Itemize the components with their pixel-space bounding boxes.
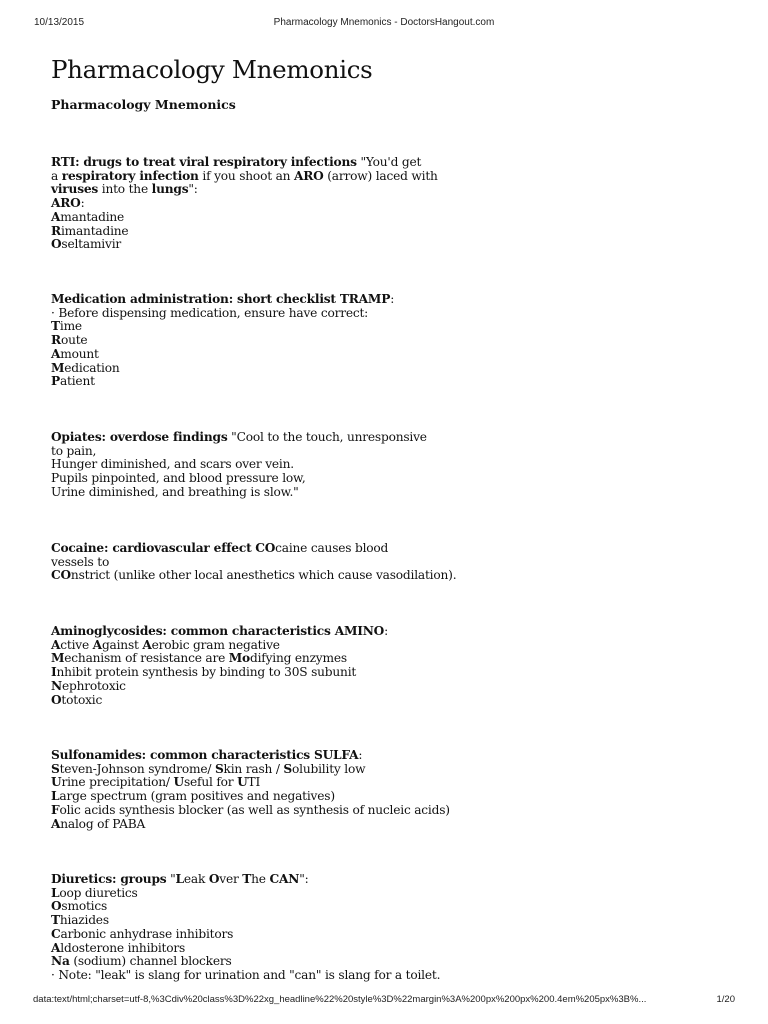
- text-run: rine precipitation/: [61, 775, 174, 790]
- bold-text: CO: [255, 541, 276, 555]
- text-run: echanism of resistance are: [64, 651, 229, 666]
- bold-text: Sulfonamides: common characteristics SULFA: [51, 748, 359, 762]
- mnemonic-line: [51, 900, 491, 914]
- mnemonic-line: [51, 445, 491, 459]
- text-run: seful for: [183, 775, 238, 790]
- text-run: Pupils pinpointed, and blood pressure low,: [51, 471, 306, 486]
- bold-text: CAN: [269, 872, 300, 886]
- bold-text: A: [51, 816, 61, 831]
- bold-text: M: [51, 360, 65, 375]
- bold-text: Aminoglycosides: common characteristics AMINO: [51, 624, 385, 638]
- mnemonic-line: [51, 818, 491, 832]
- text-run: he: [251, 872, 270, 886]
- print-page-title: Pharmacology Mnemonics - DoctorsHangout.com: [273, 17, 495, 28]
- bold-text: O: [51, 692, 62, 707]
- text-run: :: [384, 624, 389, 638]
- bold-text: A: [51, 940, 61, 955]
- text-run: ephrotoxic: [61, 678, 126, 693]
- mnemonic-section-amino: [51, 625, 491, 707]
- mnemonic-line: [51, 639, 491, 653]
- mnemonic-line: [51, 183, 491, 197]
- mnemonic-line: [51, 942, 491, 956]
- bold-text: Diuretics: groups: [51, 872, 167, 886]
- mnemonic-line: [51, 307, 491, 321]
- text-run: if you shoot an: [198, 168, 294, 183]
- bold-text: U: [237, 775, 248, 790]
- text-run: Hunger diminished, and scars over vein.: [51, 457, 294, 472]
- mnemonic-line: [51, 238, 491, 252]
- mnemonic-line: [51, 348, 491, 362]
- text-run: edication: [64, 360, 120, 375]
- mnemonic-line: [51, 542, 491, 556]
- bold-text: lungs: [151, 182, 189, 197]
- bold-text: A: [142, 637, 152, 652]
- mnemonic-line: [51, 969, 491, 983]
- bold-text: O: [51, 899, 62, 914]
- mnemonic-section-tramp: [51, 293, 491, 389]
- bold-text: ARO: [293, 168, 324, 183]
- mnemonic-line: [51, 334, 491, 348]
- text-run: (arrow) laced with: [323, 168, 438, 183]
- text-run: totoxic: [61, 692, 103, 707]
- bold-text: Medication administration: short checklist TRAMP: [51, 292, 391, 306]
- bold-text: U: [173, 775, 184, 790]
- bold-text: R: [51, 223, 61, 238]
- mnemonic-line: [51, 694, 491, 708]
- mnemonic-line: [51, 472, 491, 486]
- text-run: into the: [98, 182, 152, 197]
- text-run: ":: [188, 182, 198, 197]
- mnemonic-section-rti: [51, 156, 491, 252]
- bold-text: U: [51, 775, 62, 790]
- bold-text: T: [242, 872, 252, 886]
- text-run: "You'd get: [356, 155, 422, 169]
- text-run: · Before dispensing medication, ensure have correct:: [51, 305, 369, 320]
- mnemonic-line: [51, 211, 491, 225]
- text-run: nhibit protein synthesis by binding to 30S subunit: [56, 665, 357, 680]
- text-run: atient: [59, 374, 95, 389]
- text-run: mantadine: [60, 209, 125, 224]
- page-number: 1/20: [716, 994, 735, 1005]
- text-run: erobic gram negative: [151, 637, 280, 652]
- text-run: Urine diminished, and breathing is slow.": [51, 484, 299, 499]
- mnemonic-line: [51, 293, 491, 307]
- text-run: difying enzymes: [250, 651, 347, 666]
- mnemonic-line: [51, 569, 491, 583]
- text-run: :: [390, 292, 395, 306]
- mnemonic-line: [51, 431, 491, 445]
- mnemonic-line: [51, 197, 491, 211]
- page-title: Pharmacology Mnemonics: [51, 55, 373, 84]
- bold-text: T: [51, 319, 60, 334]
- text-run: TI: [247, 775, 261, 790]
- text-run: olic acids synthesis blocker (as well as synthesis of nucleic acids): [59, 802, 450, 817]
- text-run: caine causes blood: [275, 541, 389, 555]
- text-run: · Note: "leak" is slang for urination and "can" is slang for a toilet.: [51, 967, 441, 982]
- mnemonic-line: [51, 156, 491, 170]
- bold-text: respiratory infection: [61, 168, 199, 183]
- text-run: ldosterone inhibitors: [60, 940, 186, 955]
- bold-text: T: [51, 913, 60, 928]
- bold-text: P: [51, 374, 60, 389]
- text-run: (sodium) channel blockers: [69, 954, 232, 969]
- bold-text: R: [51, 333, 61, 348]
- mnemonic-line: [51, 790, 491, 804]
- mnemonic-line: [51, 804, 491, 818]
- print-footer: [0, 994, 768, 1008]
- bold-text: C: [51, 926, 61, 941]
- mnemonic-line: [51, 680, 491, 694]
- bold-text: S: [51, 761, 60, 776]
- bold-text: O: [51, 237, 62, 252]
- mnemonic-line: [51, 666, 491, 680]
- text-run: olubility low: [292, 761, 366, 776]
- bold-text: S: [214, 761, 224, 776]
- mnemonic-line: [51, 458, 491, 472]
- print-header: [0, 17, 768, 31]
- text-run: "Cool to the touch, unresponsive: [227, 430, 427, 444]
- print-url: data:text/html;charset=utf-8,%3Cdiv%20class%3D%22xg_headline%22%20style%3D%22margin%3A%200px%200px%200.4em%205px%3B%...: [33, 994, 647, 1005]
- bold-text: M: [51, 651, 65, 666]
- mnemonic-line: [51, 749, 491, 763]
- mnemonic-section-sulfa: [51, 749, 491, 831]
- bold-text: ARO: [51, 196, 81, 211]
- mnemonic-section-cocaine: [51, 542, 491, 583]
- text-run: vessels to: [51, 554, 110, 569]
- mnemonic-section-diuretics: [51, 873, 491, 983]
- text-run: :: [80, 196, 85, 211]
- text-run: :: [358, 748, 363, 762]
- bold-text: N: [51, 678, 62, 693]
- mnemonic-line: [51, 170, 491, 184]
- text-run: hiazides: [59, 913, 109, 928]
- bold-text: F: [51, 802, 60, 817]
- bold-text: viruses: [51, 182, 99, 197]
- text-run: arbonic anhydrase inhibitors: [60, 926, 234, 941]
- mnemonic-line: [51, 375, 491, 389]
- mnemonic-line: [51, 320, 491, 334]
- bold-text: L: [51, 885, 60, 900]
- mnemonic-line: [51, 776, 491, 790]
- text-run: gainst: [101, 637, 143, 652]
- bold-text: A: [51, 209, 61, 224]
- mnemonic-line: [51, 873, 491, 887]
- bold-text: O: [208, 872, 220, 886]
- text-run: kin rash /: [223, 761, 284, 776]
- text-run: oop diuretics: [59, 885, 138, 900]
- bold-text: RTI: drugs to treat viral respiratory infections: [51, 155, 357, 169]
- mnemonic-line: [51, 625, 491, 639]
- text-run: teven-Johnson syndrome/: [59, 761, 215, 776]
- text-run: oute: [60, 333, 88, 348]
- bold-text: L: [175, 872, 184, 886]
- text-run: ":: [299, 872, 309, 886]
- text-run: ver: [219, 872, 243, 886]
- bold-text: A: [51, 637, 61, 652]
- mnemonic-line: [51, 887, 491, 901]
- bold-text: CO: [51, 568, 71, 583]
- text-run: ctive: [60, 637, 93, 652]
- print-date: 10/13/2015: [34, 17, 85, 28]
- bold-text: Cocaine: cardiovascular effect: [51, 541, 252, 555]
- mnemonic-line: [51, 225, 491, 239]
- text-run: arge spectrum (gram positives and negatives): [59, 789, 335, 804]
- mnemonic-line: [51, 763, 491, 777]
- mnemonic-line: [51, 486, 491, 500]
- bold-text: Mo: [228, 651, 250, 666]
- text-run: smotics: [61, 899, 108, 914]
- text-run: eak: [183, 872, 209, 886]
- text-run: ime: [59, 319, 82, 334]
- bold-text: A: [92, 637, 102, 652]
- bold-text: Opiates: overdose findings: [51, 430, 228, 444]
- text-run: mount: [60, 346, 99, 361]
- text-run: to pain,: [51, 443, 97, 458]
- bold-text: S: [283, 761, 293, 776]
- text-run: seltamivir: [61, 237, 122, 252]
- bold-text: L: [51, 789, 60, 804]
- mnemonic-section-opiates: [51, 431, 491, 500]
- text-run: nalog of PABA: [60, 816, 146, 831]
- text-run: imantadine: [60, 223, 129, 238]
- text-run: a: [51, 168, 62, 183]
- mnemonic-line: [51, 914, 491, 928]
- mnemonic-line: [51, 652, 491, 666]
- mnemonic-line: [51, 556, 491, 570]
- bold-text: I: [51, 665, 57, 680]
- text-run: nstrict (unlike other local anesthetics which cause vasodilation).: [70, 568, 457, 583]
- mnemonic-line: [51, 955, 491, 969]
- page-subtitle: Pharmacology Mnemonics: [51, 97, 236, 112]
- mnemonic-line: [51, 362, 491, 376]
- bold-text: Na: [51, 954, 70, 969]
- mnemonic-line: [51, 928, 491, 942]
- text-run: ": [166, 872, 176, 886]
- bold-text: A: [51, 346, 61, 361]
